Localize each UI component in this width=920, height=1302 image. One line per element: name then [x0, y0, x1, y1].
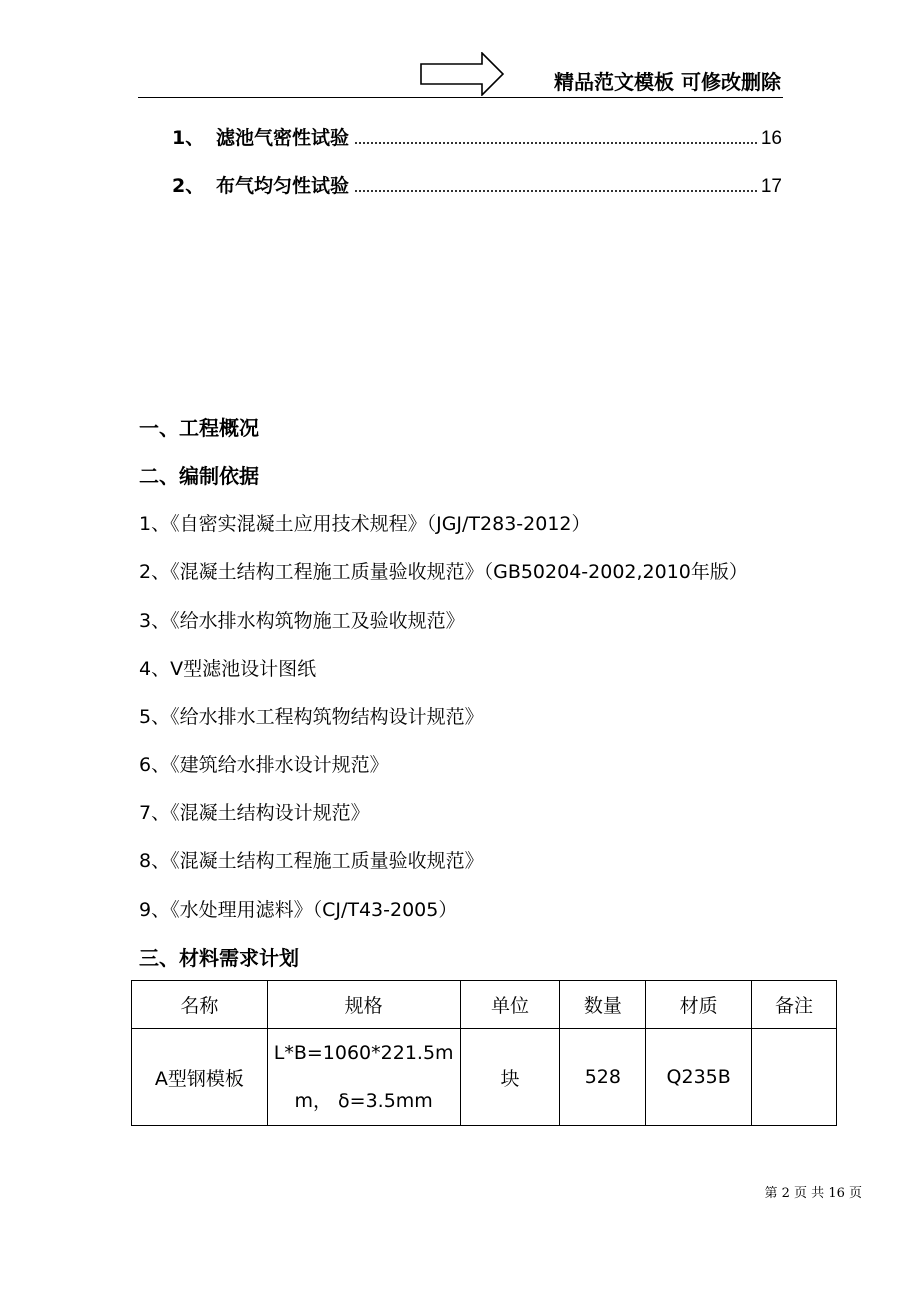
header-material: 材质 — [646, 981, 752, 1029]
spec-line-1: L*B=1060*221.5m — [273, 1042, 454, 1064]
toc-number: 2、 — [172, 175, 205, 197]
page-header — [138, 50, 783, 98]
cell-spec — [267, 1029, 460, 1126]
cell-material: Q235B — [646, 1029, 752, 1126]
cell-name: A型钢模板 — [132, 1029, 268, 1126]
header-quantity: 数量 — [560, 981, 646, 1029]
toc-number: 1、 — [172, 127, 205, 149]
toc-page-number: 17 — [760, 176, 782, 197]
reference-item: 3、《给水排水构筑物施工及验收规范》 — [139, 610, 465, 632]
header-title: 精品范文模板 可修改删除 — [554, 70, 781, 94]
toc-title: 滤池气密性试验 — [216, 127, 350, 149]
header-note: 备注 — [752, 981, 837, 1029]
toc-title: 布气均匀性试验 — [216, 175, 350, 197]
header-spec: 规格 — [267, 981, 460, 1029]
reference-item: 1、《自密实混凝土应用技术规程》（JGJ/T283-2012） — [139, 513, 591, 535]
reference-item: 8、《混凝土结构工程施工质量验收规范》 — [139, 850, 484, 872]
cell-quantity: 528 — [560, 1029, 646, 1126]
reference-item: 5、《给水排水工程构筑物结构设计规范》 — [139, 706, 484, 728]
section-heading-materials: 三、材料需求计划 — [139, 946, 299, 970]
toc-page-number: 16 — [760, 128, 782, 149]
toc-entry-1[interactable] — [172, 120, 782, 150]
reference-item: 2、《混凝土结构工程施工质量验收规范》（GB50204-2002,2010年版） — [139, 561, 748, 583]
toc-leader — [355, 190, 757, 192]
cell-note — [752, 1029, 837, 1126]
arrow-right-icon — [420, 52, 504, 96]
section-heading-overview: 一、工程概况 — [139, 416, 259, 440]
reference-item: 7、《混凝土结构设计规范》 — [139, 802, 370, 824]
reference-item: 6、《建筑给水排水设计规范》 — [139, 754, 389, 776]
materials-table — [131, 980, 837, 1126]
header-name: 名称 — [132, 981, 268, 1029]
header-unit: 单位 — [460, 981, 560, 1029]
cell-unit: 块 — [460, 1029, 560, 1126]
toc-entry-2[interactable] — [172, 168, 782, 198]
reference-item: 4、V型滤池设计图纸 — [139, 658, 317, 680]
toc-leader — [355, 142, 757, 144]
spec-line-2: m， δ=3.5mm — [294, 1090, 433, 1112]
page-footer: 第 2 页 共 16 页 — [764, 1186, 862, 1201]
reference-item: 9、《水处理用滤料》（CJ/T43-2005） — [139, 899, 458, 921]
table-header-row — [132, 981, 837, 1029]
section-heading-basis: 二、编制依据 — [139, 464, 259, 488]
table-row — [132, 1029, 837, 1126]
